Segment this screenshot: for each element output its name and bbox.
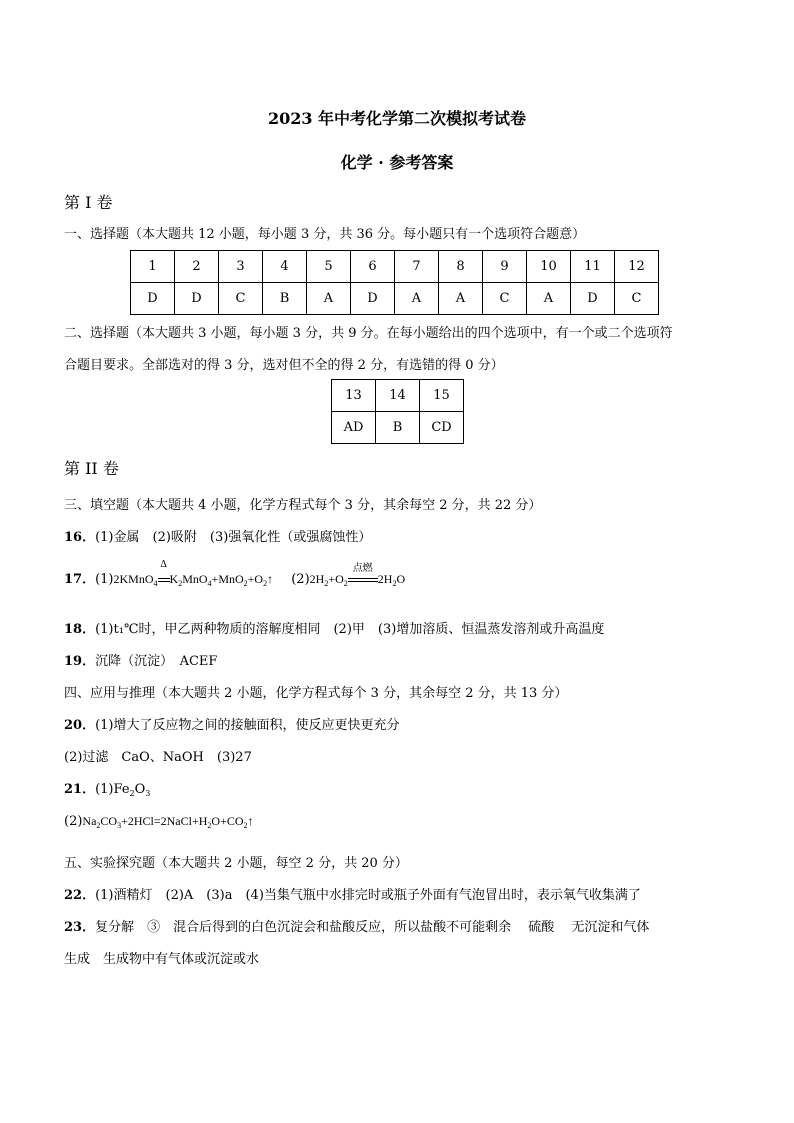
question-16 (64, 526, 371, 545)
eq-subscript: 4 (153, 579, 158, 588)
q-number: 7 (395, 251, 439, 283)
answer-table-1-numbers (131, 251, 659, 283)
answer-table-1-answers (131, 283, 659, 315)
section-1-heading: 一、选择题（本大题共 12 小题，每小题 3 分，共 36 分。每小题只有一个选项符合题意） (64, 227, 586, 242)
q-answer: A (439, 283, 483, 315)
eq-term: O+CO (211, 814, 244, 828)
equation-3 (82, 814, 253, 828)
section-5-heading: 五、实验探究题（本大题共 2 小题，每空 2 分，共 20 分） (64, 856, 408, 871)
eq-term: Na (82, 814, 97, 828)
q-answer: C (615, 283, 659, 315)
equation-1 (113, 559, 274, 588)
q-answer: C (219, 283, 263, 315)
question-20-line-2: (2)过滤 CaO、NaOH (3)27 (64, 750, 252, 765)
equals-bar (348, 578, 378, 582)
section-2-heading-line-2: 合题目要求。全部选对的得 3 分，选对但不全的得 2 分，有选错的得 0 分） (64, 358, 504, 373)
page-subtitle: 化学 · 参考答案 (340, 153, 454, 172)
q-answer: B (376, 412, 420, 444)
q-answer: C (483, 283, 527, 315)
q-number: 1 (131, 251, 175, 283)
answer-table-2-numbers (332, 380, 464, 412)
q-number: 9 (483, 251, 527, 283)
answer-table-2 (331, 379, 464, 444)
q-number: 11 (571, 251, 615, 283)
q-number: 15 (420, 380, 464, 412)
question-number: 18． (64, 622, 96, 637)
heat-condition (158, 559, 170, 587)
eq-subscript: 2 (96, 821, 101, 830)
equals-bar (158, 578, 170, 582)
eq-term: 2H (377, 572, 393, 586)
gas-arrow: ↑ (247, 814, 254, 828)
q-answer: D (351, 283, 395, 315)
eq-subscript: 3 (117, 821, 122, 830)
condition-label: 点燃 (352, 563, 373, 574)
question-22 (64, 884, 641, 903)
eq-term: +MnO (211, 572, 244, 586)
question-number: 20． (64, 718, 96, 733)
part-label: (2) (291, 572, 310, 587)
q-number: 4 (263, 251, 307, 283)
q-answer: A (395, 283, 439, 315)
q-number: 2 (175, 251, 219, 283)
delta-symbol: Δ (160, 559, 167, 570)
answer-text: (1)增大了反应物之间的接触面积，使反应更快更充分 (95, 718, 400, 733)
q-answer: AD (332, 412, 376, 444)
gas-arrow: ↑ (267, 572, 274, 586)
eq-subscript: 2 (178, 579, 183, 588)
answer-table-2-answers (332, 412, 464, 444)
volume-2-heading: 第 II 卷 (64, 459, 119, 478)
q-answer: D (131, 283, 175, 315)
question-number: 17． (64, 572, 96, 587)
q-answer: A (527, 283, 571, 315)
eq-term: 2KMnO (113, 572, 154, 586)
q-number: 14 (376, 380, 420, 412)
eq-subscript: 2 (392, 579, 397, 588)
question-17 (64, 559, 406, 588)
section-2-heading-line-1: 二、选择题（本大题共 3 小题，每小题 3 分，共 9 分。在每小题给出的四个选项中，有一个或二个选项符 (64, 326, 673, 341)
q-number: 5 (307, 251, 351, 283)
answer-text: (1)Fe (95, 782, 130, 797)
eq-term: K (169, 572, 179, 586)
eq-term: +2HCl=2NaCl+H (121, 814, 208, 828)
eq-term: O (396, 572, 406, 586)
volume-1-heading: 第 I 卷 (64, 193, 113, 212)
question-number: 19． (64, 654, 96, 669)
eq-subscript: 2 (263, 579, 268, 588)
section-4-heading: 四、应用与推理（本大题共 2 小题，化学方程式每个 3 分，其余每空 2 分，共 13 分） (64, 686, 568, 701)
answer-text: 复分解 ③ 混合后得到的白色沉淀会和盐酸反应，所以盐酸不可能剩余 硫酸 无沉淀和气体 (95, 920, 650, 935)
question-number: 22． (64, 888, 96, 903)
q-answer: D (571, 283, 615, 315)
answer-text: (1)金属 (2)吸附 (3)强氧化性（或强腐蚀性） (95, 530, 372, 545)
q-answer: B (263, 283, 307, 315)
question-19 (64, 650, 217, 669)
question-21 (64, 778, 150, 797)
eq-subscript: 2 (324, 579, 329, 588)
answer-text: 沉降（沉淀） ACEF (95, 654, 218, 669)
question-20 (64, 714, 400, 733)
eq-subscript: 2 (129, 789, 135, 798)
question-number: 23． (64, 920, 96, 935)
q-number: 13 (332, 380, 376, 412)
eq-term: 2H (309, 572, 325, 586)
q-answer: A (307, 283, 351, 315)
q-answer: D (175, 283, 219, 315)
answer-text: O (134, 782, 146, 797)
q-number: 3 (219, 251, 263, 283)
q-answer: CD (420, 412, 464, 444)
eq-subscript: 2 (243, 821, 248, 830)
question-23-line-2: 生成 生成物中有气体或沉淀或水 (64, 952, 260, 967)
question-number: 21． (64, 782, 96, 797)
page-title: 2023 年中考化学第二次模拟考试卷 (267, 109, 527, 128)
question-23 (64, 916, 649, 935)
section-3-heading: 三、填空题（本大题共 4 小题，化学方程式每个 3 分，其余每空 2 分，共 22 分） (64, 498, 542, 513)
ignition-condition (348, 563, 378, 587)
eq-subscript: 2 (243, 579, 248, 588)
question-number: 16． (64, 530, 96, 545)
answer-text: (1)t₁℃时，甲乙两种物质的溶解度相同 (2)甲 (3)增加溶质、恒温蒸发溶剂或升高温度 (95, 622, 605, 637)
eq-subscript: 4 (207, 579, 212, 588)
answer-table-1 (130, 250, 659, 315)
q-number: 12 (615, 251, 659, 283)
eq-term: +O (247, 572, 264, 586)
part-label: (1) (95, 572, 114, 587)
question-18 (64, 618, 604, 637)
eq-term: CO (100, 814, 118, 828)
q-number: 8 (439, 251, 483, 283)
q-number: 10 (527, 251, 571, 283)
eq-subscript: 2 (343, 579, 348, 588)
eq-term: MnO (182, 572, 208, 586)
equation-2 (309, 563, 406, 588)
eq-subscript: 2 (207, 821, 212, 830)
eq-term: +O (328, 572, 344, 586)
answer-text: (1)酒精灯 (2)A (3)a (4)当集气瓶中水排完时或瓶子外面有气泡冒出时，表示氧气收集满了 (95, 888, 641, 903)
question-21-line-2 (64, 814, 254, 829)
part-label: (2) (64, 814, 83, 829)
eq-subscript: 3 (145, 789, 151, 798)
q-number: 6 (351, 251, 395, 283)
